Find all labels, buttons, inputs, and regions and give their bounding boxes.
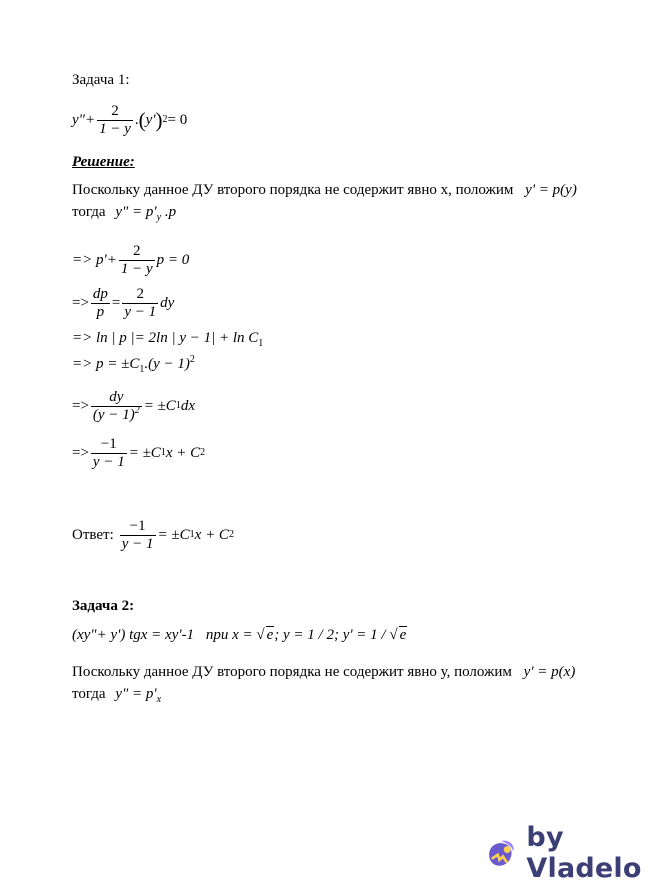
fraction-denominator: y − 1 — [92, 453, 125, 470]
denominator-text: (y − 1) — [92, 406, 135, 423]
text: тогда — [72, 686, 106, 702]
step-fraction — [122, 286, 158, 321]
fraction-denominator: y − 1 — [124, 303, 157, 320]
step-text: = ±C — [128, 444, 161, 461]
fraction-numerator: 2 — [119, 243, 155, 261]
step-fraction — [119, 243, 155, 278]
fraction-numerator: dp — [92, 285, 108, 302]
step-6: => $\frac{-1}{y - 1}$ = ±C 1 x + C 2 — [72, 435, 206, 470]
answer-text: x + C — [194, 526, 229, 543]
step-text: => p = ±C — [72, 356, 140, 372]
eq-term: y' — [145, 111, 156, 128]
step-text: .(y − 1) — [144, 356, 190, 372]
task1-equation: y"+ $\frac{2}{1 - y}$ . ( y' ) 2 = 0 — [72, 102, 188, 137]
step-text: => — [72, 397, 89, 414]
math: y' = p(x) — [523, 664, 576, 680]
text: тогда — [72, 204, 106, 220]
step-text: => p'+ — [72, 251, 117, 268]
step-fraction — [91, 436, 127, 471]
math: y" = p' — [115, 204, 157, 220]
step-text: p = 0 — [156, 251, 190, 268]
math: y" = p' — [115, 686, 157, 702]
eq-term: y"+ — [72, 111, 96, 128]
step-5: => $\frac{dy}{(y - 1)^2}$ = ±C 1 dx — [72, 388, 195, 423]
step-fraction — [91, 286, 110, 321]
fraction-numerator: 2 — [97, 103, 133, 121]
step-2 — [72, 283, 174, 323]
answer: Ответ: $\frac{-1}{y - 1}$ = ±C 1 x + C 2 — [72, 517, 234, 552]
text: Поскольку данное ДУ второго порядка не содержит явно х, положим — [72, 182, 514, 198]
step-power: 2 — [134, 404, 140, 416]
fraction-numerator: −1 — [91, 436, 127, 454]
solution-heading: Решение: — [72, 154, 135, 170]
fraction-denominator: p — [96, 303, 105, 320]
step-text: => — [72, 294, 89, 311]
sqrt-arg: e — [399, 627, 407, 643]
step-text: dx — [180, 397, 195, 414]
step-text: dy — [160, 294, 175, 311]
solution-line1 — [72, 182, 577, 199]
fraction-denominator: 1 − y — [120, 260, 153, 277]
fraction-denominator: 1 − y — [99, 120, 131, 137]
task2-line1 — [72, 664, 575, 681]
eq-rhs: = 0 — [167, 111, 188, 128]
math-sub: y — [156, 212, 162, 223]
step-4 — [72, 356, 195, 373]
text: Поскольку данное ДУ второго порядка не содержит явно у, положим — [72, 664, 512, 680]
brand-text: by Vladelo — [526, 822, 642, 884]
step-text: => — [72, 444, 89, 461]
math: y' = p(y) — [525, 182, 577, 198]
step-text: = — [111, 294, 121, 311]
step-fraction — [91, 389, 142, 424]
fraction-denominator — [91, 404, 142, 424]
eq-text: при x = — [205, 627, 253, 643]
solution-line2 — [72, 204, 176, 221]
eq-text: ; y = 1 / 2; y' = 1 / — [274, 627, 386, 643]
answer-label: Ответ: — [72, 526, 114, 543]
eq-fraction — [97, 103, 133, 138]
step-power: 2 — [189, 354, 195, 365]
answer-fraction — [120, 518, 156, 553]
step-sub: 1 — [139, 364, 145, 375]
fraction-numerator: dy — [91, 389, 142, 407]
fraction-numerator: 2 — [122, 286, 158, 304]
sqrt-arg: e — [266, 627, 274, 643]
brand-logo — [484, 822, 666, 884]
fraction-denominator: y − 1 — [121, 535, 154, 552]
eq-text: (xy"+ y') tgx = xy'-1 — [72, 627, 195, 643]
step-sub: 1 — [258, 338, 264, 349]
answer-text: = ±C — [157, 526, 190, 543]
eq-dot: . — [134, 111, 139, 128]
task1-title: Задача 1: — [72, 72, 130, 88]
brand-mark-icon — [484, 833, 518, 873]
math: .p — [161, 204, 177, 220]
step-3 — [72, 330, 263, 347]
math-sub: x — [156, 694, 162, 705]
fraction-numerator: −1 — [120, 518, 156, 536]
step-text: = ±C — [143, 397, 176, 414]
task2-equation: (xy"+ y') tgx = xy'-1 при x = √ e; y = 1 / 2; y' = 1 / √ e — [72, 627, 407, 643]
step-text: => ln | p |= 2ln | y − 1| + ln C — [72, 330, 259, 346]
step-text: x + C — [165, 444, 201, 461]
task2-line2 — [72, 686, 161, 703]
step-1 — [72, 240, 189, 280]
task2-title: Задача 2: — [72, 598, 135, 614]
